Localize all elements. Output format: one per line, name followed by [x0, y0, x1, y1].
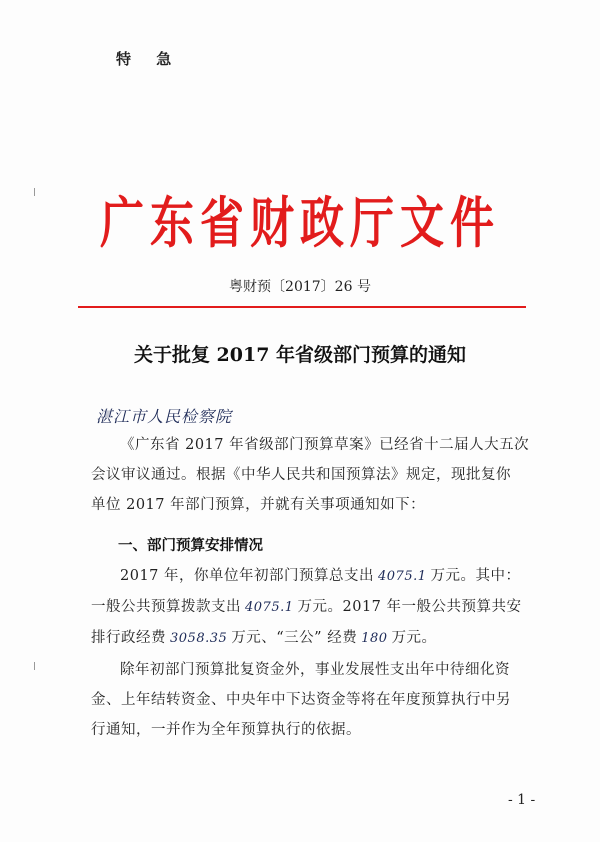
document-number: 粤财预〔2017〕26 号: [229, 279, 371, 295]
handwritten-three-public-funds: 180: [361, 631, 388, 646]
paragraph-line: [91, 561, 531, 592]
paragraph-line: 除年初部门预算批复资金外，事业发展性支出年中待细化资: [120, 662, 510, 678]
paragraph-line: [91, 592, 531, 623]
handwritten-recipient: 湛江市人民检察院: [96, 407, 233, 426]
paragraph-line: [91, 623, 531, 654]
urgent-mark: 特 急: [116, 50, 182, 68]
notice-title: 关于批复 2017 年省级部门预算的通知: [133, 344, 467, 366]
section-heading: 一、部门预算安排情况: [118, 538, 263, 554]
scan-mark: [34, 662, 35, 670]
text-segment: 万元。其中：: [430, 568, 521, 584]
text-segment: 排行政经费: [91, 630, 166, 646]
text-segment: 万元。: [391, 630, 437, 646]
paragraph-line: 单位 2017 年部门预算，并就有关事项通知如下：: [91, 497, 426, 513]
scan-mark: [34, 188, 35, 196]
paragraph-line: 行通知，一并作为全年预算执行的依据。: [91, 722, 361, 738]
handwritten-general-budget: 4075.1: [245, 600, 294, 615]
text-segment: 一般公共预算拨款支出: [91, 599, 241, 615]
paragraph-other-funds: [91, 655, 531, 745]
paragraph-line: 《广东省 2017 年省级部门预算草案》已经省十二届人大五次: [120, 437, 530, 453]
handwritten-admin-funds: 3058.35: [170, 631, 228, 646]
text-segment: 万元、“三公” 经费: [231, 630, 358, 646]
paragraph-line: 会议审议通过。根据《中华人民共和国预算法》规定，现批复你: [91, 467, 511, 483]
header-title: 广东省财政厅文件: [100, 191, 500, 256]
paragraph-budget: [91, 561, 531, 654]
page-number: - 1 -: [508, 792, 536, 808]
paragraph-line: 金、上年结转资金、中央年中下达资金等将在年度预算执行中另: [91, 692, 511, 708]
paragraph-intro: [91, 430, 531, 520]
text-segment: 2017 年，你单位年初部门预算总支出: [120, 568, 375, 584]
text-segment: 万元。2017 年一般公共预算共安: [297, 599, 522, 615]
red-separator-line: [78, 306, 526, 308]
handwritten-total-expenditure: 4075.1: [378, 569, 427, 584]
